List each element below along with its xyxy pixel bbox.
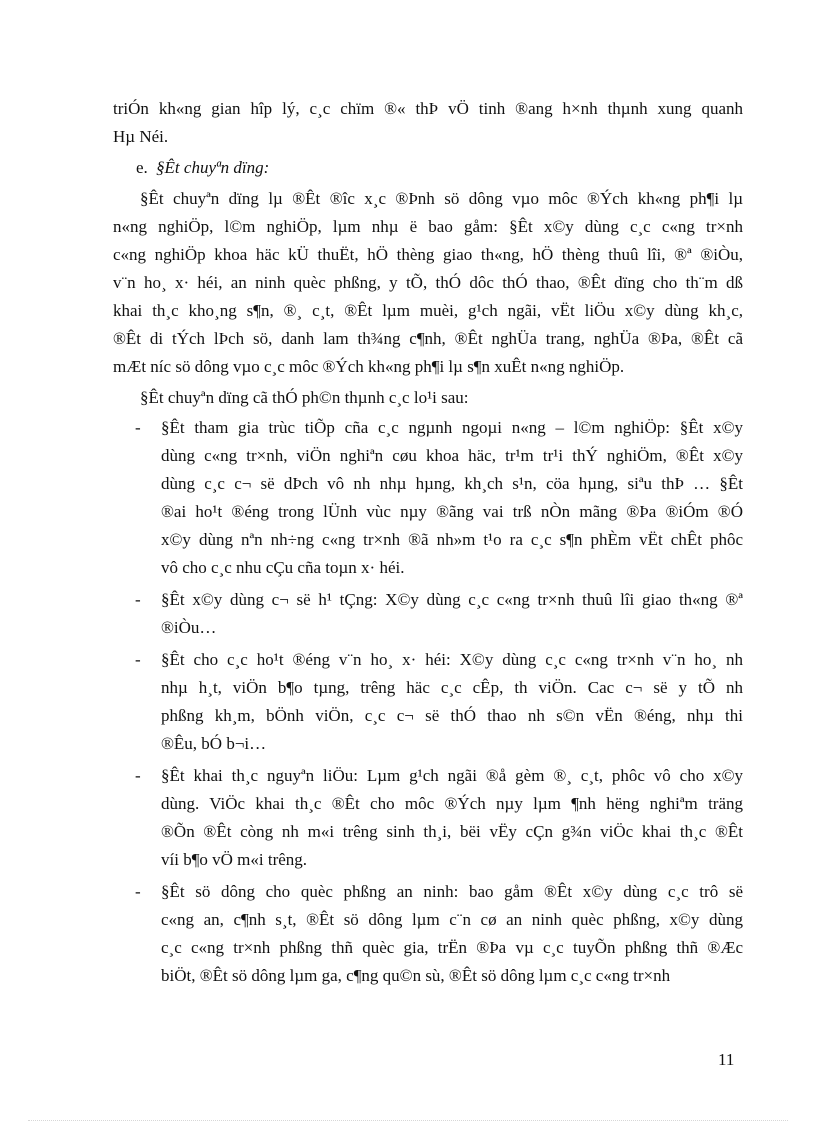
paragraph-line: khai th¸c kho¸ng s¶n, ®¸ c¸t, ®Êt lµm muèi, g¹ch ngãi, vËt liÖu x©y dùng kh¸c,	[113, 301, 743, 320]
paragraph-line: ®Êt di tÝch lÞch sö, danh lam th¾ng c¶nh, ®Êt nghÜa trang, nghÜa ®Þa, ®Êt cã	[113, 329, 743, 348]
bullet-line: dùng c«ng tr×nh, viÖn nghiªn cøu khoa häc, tr¹m tr¹i thÝ nghiÖm, ®Êt x©y	[161, 446, 743, 465]
bullet-line: x©y dùng nªn nh÷ng c«ng tr×nh ®ã nh»m t¹o ra c¸c s¶n phÈm vËt chÊt phôc	[161, 530, 743, 549]
bullet-dash: -	[135, 766, 141, 785]
section-heading	[136, 158, 269, 178]
bullet-line: §Êt khai th¸c nguyªn liÖu: Lµm g¹ch ngãi ®å gèm ®¸ c¸t, phôc vô cho x©y	[161, 766, 743, 785]
paragraph-line: n«ng nghiÖp, l©m nghiÖp, lµm nhµ ë bao gåm: §Êt x©y dùng c¸c c«ng tr×nh	[113, 217, 743, 236]
paragraph-line: §Êt chuyªn dïng lµ ®Êt ®îc x¸c ®Þnh sö dông vµo môc ®Ých kh«ng ph¶i lµ	[140, 189, 743, 208]
section-marker: e.	[136, 158, 148, 177]
section-title: §Êt chuyªn dïng:	[156, 158, 270, 177]
bullet-line: phßng kh¸m, bÖnh viÖn, c¸c c¬ së thÓ thao nh s©n vËn ®éng, nhµ thi	[161, 706, 743, 725]
bullet-line: biÖt, ®Êt sö dông lµm ga, c¶ng qu©n sù, ®Êt sö dông lµm c¸c c«ng tr×nh	[161, 966, 671, 985]
bullet-line: §Êt tham gia trùc tiÕp cña c¸c ngµnh ngoµi n«ng – l©m nghiÖp: §Êt x©y	[161, 418, 743, 437]
bullet-line: víi b¶o vÖ m«i trêng.	[161, 850, 308, 869]
bullet-dash: -	[135, 590, 141, 609]
bullet-line: dùng. ViÖc khai th¸c ®Êt cho môc ®Ých nµy lµm ¶nh hëng nghiªm träng	[161, 794, 743, 813]
paragraph-line: c«ng nghiÖp khoa häc kÜ thuËt, hÖ thèng giao th«ng, hÖ thèng thuû lîi, ®ª ®iÒu,	[113, 245, 743, 264]
bullet-line: §Êt x©y dùng c¬ së h¹ tÇng: X©y dùng c¸c c«ng tr×nh thuû lîi giao th«ng ®ª	[161, 590, 743, 609]
bullet-dash: -	[135, 882, 141, 901]
paragraph-line: v¨n ho¸ x· héi, an ninh quèc phßng, y tÕ, thÓ dôc thÓ thao, ®Êt dïng cho th¨m dß	[113, 273, 743, 292]
paragraph-line: triÓn kh«ng gian hîp lý, c¸c chïm ®« thÞ vÖ tinh ®ang h×nh thµnh xung quanh	[113, 99, 743, 118]
bullet-line: §Êt cho c¸c ho¹t ®éng v¨n ho¸ x· héi: X©y dùng c¸c c«ng tr×nh v¨n ho¸ nh	[161, 650, 743, 669]
bullet-line: ®Êu, bÓ b¬i…	[161, 734, 267, 753]
page-number: 11	[718, 1050, 735, 1069]
bullet-dash: -	[135, 650, 141, 669]
bullet-line: dùng c¸c c¬ së dÞch vô nh nhµ hµng, kh¸ch s¹n, cöa hµng, siªu thÞ … §Êt	[161, 474, 743, 493]
paragraph-line: Hµ Néi.	[113, 127, 169, 146]
bullet-line: vô cho c¸c nhu cÇu cña toµn x· héi.	[161, 558, 405, 577]
bullet-line: nhµ h¸t, viÖn b¶o tµng, trêng häc c¸c cÊp, th viÖn. Cac c¬ së y tÕ nh	[161, 678, 743, 697]
bullet-line: ®ai ho¹t ®éng trong lÜnh vùc nµy ®ãng vai trß nÒn mãng ®Þa ®iÓm ®Ó	[161, 502, 743, 521]
bullet-line: ®Õn ®Êt còng nh m«i trêng sinh th¸i, bëi vËy cÇn g¾n viÖc khai th¸c ®Êt	[161, 822, 743, 841]
paragraph-line: mÆt níc sö dông vµo c¸c môc ®Ých kh«ng ph¶i lµ s¶n xuÊt n«ng nghiÖp.	[113, 357, 625, 376]
bullet-line: ®iÒu…	[161, 618, 217, 637]
bullet-line: §Êt sö dông cho quèc phßng an ninh: bao gåm ®Êt x©y dùng c¸c trô së	[161, 882, 743, 901]
bullet-line: c«ng an, c¶nh s¸t, ®Êt sö dông lµm c¨n cø an ninh quèc phßng, x©y dùng	[161, 910, 743, 929]
bullet-line: c¸c c«ng tr×nh phßng thñ quèc gia, trËn ®Þa vµ c¸c tuyÕn phßng thñ ®Æc	[161, 938, 743, 957]
bullet-dash: -	[135, 418, 141, 437]
page-bottom-rule	[28, 1120, 788, 1121]
paragraph-line: §Êt chuyªn dïng cã thÓ ph©n thµnh c¸c lo¹i sau:	[140, 388, 469, 407]
